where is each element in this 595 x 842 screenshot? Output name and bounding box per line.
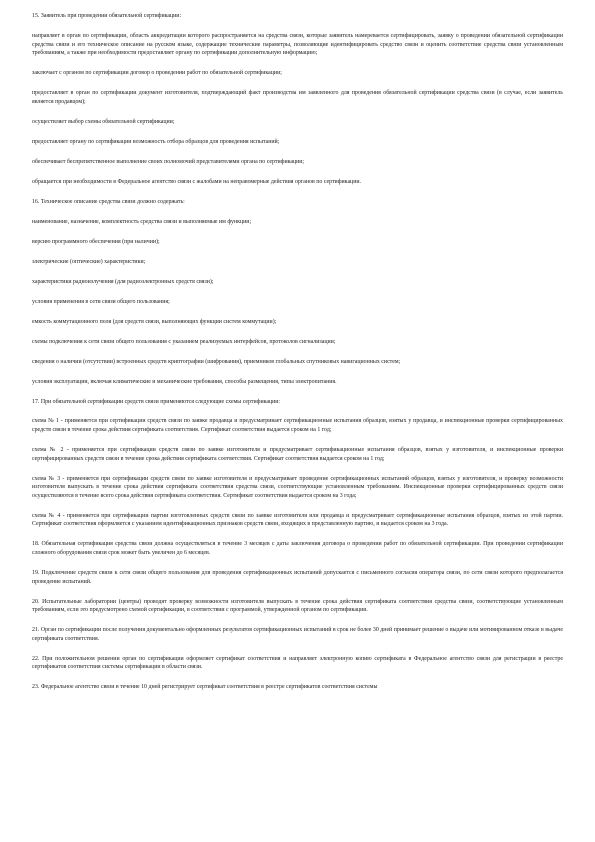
paragraph-scheme-3: схема № 3 - применяется при сертификации средств связи по заявке изготовителя и предусматривает проведение сертификационных испытаний образцов, взятых у изготовителя, и проверку возможности изготовителя выпускать в течение срока действия сертификата соответствия средства связи, соответствующие установленным требованиям. Инспекционные проверки сертифицированных средств связи осуществляются в течение всего срока действия сертификата соответствия. Сертификат соответствия выдается сроком на 3 года;: [32, 475, 563, 499]
paragraph: сведения о наличии (отсутствии) встроенных средств криптографии (шифрования), приемников глобальных спутниковых навигационных систем;: [32, 358, 401, 365]
paragraph: схемы подключения к сети связи общего пользования с указанием реализуемых интерфейсов, протоколов сигнализации;: [32, 338, 336, 345]
paragraph: обращается при необходимости в Федеральное агентство связи с жалобами на неправомерные действия органов по сертификации.: [32, 178, 361, 185]
paragraph-22: 22. При положительном решении орган по сертификации оформляет сертификат соответствия и направляет электронную копию сертификата в Федеральное агентство связи для регистрации в реестре сертификатов соответствия системы сертификации в области связи.: [32, 655, 563, 671]
paragraph-19: 19. Подключение средств связи к сети связи общего пользования для проведения сертификационных испытаний допускается с письменного согласия оператора связи, по сети связи которого предполагается проведение испытаний.: [32, 569, 563, 585]
paragraph-21: 21. Орган по сертификации после получения документально оформленных результатов сертификационных испытаний в срок не более 30 дней принимает решение о выдаче или мотивированном отказе в выдаче сертификата соответствия.: [32, 627, 563, 642]
paragraph: направляет в орган по сертификации, область аккредитации которого распространяется на средства связи, которые заявитель намеревается сертифицировать, заявку о проведении обязательной сертификации средства связи и его техническое описание на русском языке, содержащие технические параметры, позволяющие идентифицировать средство связи и оценить соответствие средства связи установленным требованиям, а также при необходимости предоставляет органу по сертификации дополнительную информацию;: [32, 32, 563, 57]
paragraph-16-heading: 16. Техническое описание средства связи должно содержать:: [32, 198, 185, 205]
paragraph: характеристики радиоизлучения (для радиоэлектронных средств связи);: [32, 278, 214, 285]
paragraph-scheme-2: схема № 2 - применяется при сертификации средств связи по заявке изготовителя и предусматривает сертификационные испытания образцов, взятых у изготовителя, и инспекционные проверки сертифицированных средств связи в течение срока действия сертификата соответствия. Сертификат соответствия выдается сроком на 1 год;: [32, 447, 563, 462]
paragraph: условия эксплуатации, включая климатические и механические требования, способы размещения, типы электропитания.: [32, 378, 337, 385]
paragraph: емкость коммутационного поля (для средств связи, выполняющих функции систем коммутации);: [32, 318, 277, 325]
paragraph: наименование, назначение, комплектность средства связи и выполняемые им функции;: [32, 218, 252, 225]
paragraph-15-heading: 15. Заявитель при проведении обязательной сертификации:: [32, 13, 182, 19]
paragraph: предоставляет в орган по сертификации документ изготовителя, подтверждающий факт производства им заявленного для проведения обязательной сертификации средства связи (в случае, если заявитель является продавцом);: [32, 90, 563, 105]
paragraph: обеспечивает беспрепятственное выполнение своих полномочий представителями органа по сертификации;: [32, 158, 305, 165]
paragraph-scheme-1: схема № 1 - применяется при сертификации средств связи по заявке продавца и предусматривает сертификационные испытания образцов, взятых у продавца, и инспекционные проверки сертифицированных средств связи в течение срока действия сертификата соответствия. Сертификат соответствия выдается сроком на 1 год;: [32, 418, 563, 434]
paragraph: осуществляет выбор схемы обязательной сертификации;: [32, 118, 175, 125]
paragraph: заключает с органом по сертификации договор о проведении работ по обязательной сертификации;: [32, 70, 282, 77]
paragraph: условия применения в сети связи общего пользования;: [32, 298, 170, 305]
paragraph-23: 23. Федеральное агентство связи в течение 10 дней регистрирует сертификат соответствия в реестре сертификатов соответствия системы: [32, 684, 378, 691]
paragraph-scheme-4: схема № 4 - применяется при сертификации партии изготовленных средств связи по заявке изготовителя или продавца и предусматривает сертификационные испытания образцов, взятых из этой партии. Сертификат соответствия оформляется с указанием идентификационных признаков средств связи, входящих в представленную партию, и выдается сроком на 3 года.: [32, 512, 563, 528]
paragraph: предоставляет органу по сертификации возможность отбора образцов для проведения испытаний;: [32, 138, 280, 145]
paragraph-18: 18. Обязательная сертификация средства связи должна осуществляться в течение 3 месяцев с даты заключения договора о проведении работ по обязательной сертификации. При проведении сертификации сложного оборудования связи срок может быть увеличен до 6 месяцев.: [32, 541, 563, 556]
paragraph-20: 20. Испытательные лаборатории (центры) проводят проверку возможности изготовителя выпускать в течение срока действия сертификата соответствия средства связи, соответствующие установленным требованиям, если это предусмотрено схемой сертификации, в соответствии с программой, утвержденной органом по сертификации.: [32, 598, 563, 614]
paragraph-17-heading: 17. При обязательной сертификации средств связи применяются следующие схемы сертификации:: [32, 398, 281, 405]
paragraph: версию программного обеспечения (при наличии);: [32, 238, 160, 245]
paragraph: электрические (оптические) характеристики;: [32, 258, 146, 265]
